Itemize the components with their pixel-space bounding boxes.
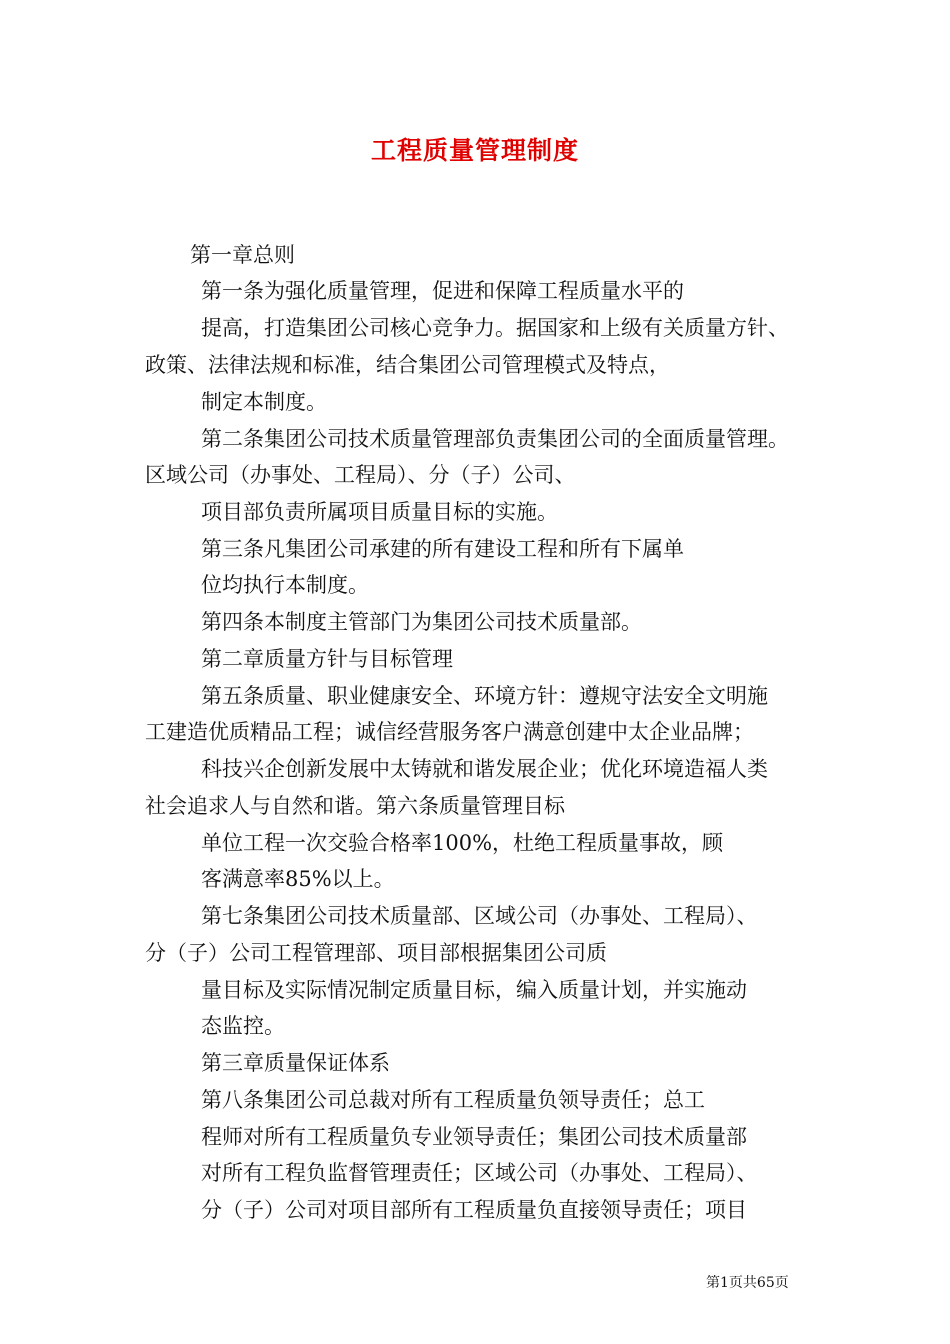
- paragraph-line: 制定本制度。: [201, 390, 327, 414]
- paragraph-line: 第七条集团公司技术质量部、区域公司（办事处、工程局）、: [201, 904, 758, 928]
- paragraph-line: 第一条为强化质量管理，促进和保障工程质量水平的: [201, 279, 684, 303]
- paragraph-line: 科技兴企创新发展中太铸就和谐发展企业；优化环境造福人类: [201, 757, 768, 781]
- paragraph-line: 态监控。: [201, 1014, 285, 1038]
- paragraph-line: 分（子）公司对项目部所有工程质量负直接领导责任；项目: [201, 1198, 747, 1222]
- paragraph-line: 工建造优质精品工程；诚信经营服务客户满意创建中太企业品牌；: [145, 720, 754, 744]
- paragraph-line: 区域公司（办事处、工程局）、分（子）公司、: [145, 463, 576, 487]
- paragraph-line: 第三条凡集团公司承建的所有建设工程和所有下属单: [201, 537, 684, 561]
- document-title: 工程质量管理制度: [370, 136, 579, 165]
- paragraph-line: 第八条集团公司总裁对所有工程质量负领导责任；总工: [201, 1088, 705, 1112]
- paragraph-line: 程师对所有工程质量负专业领导责任；集团公司技术质量部: [201, 1125, 747, 1149]
- paragraph-line: 政策、法律法规和标准，结合集团公司管理模式及特点，: [145, 353, 670, 377]
- page-number-footer: 第1页共65页: [706, 1275, 789, 1291]
- paragraph-line: 第四条本制度主管部门为集团公司技术质量部。: [201, 610, 642, 634]
- paragraph-line: 位均执行本制度。: [201, 573, 369, 597]
- paragraph-line: 客满意率85%以上。: [201, 867, 395, 891]
- paragraph-line: 对所有工程负监督管理责任；区域公司（办事处、工程局）、: [201, 1161, 758, 1185]
- paragraph-line: 分（子）公司工程管理部、项目部根据集团公司质: [145, 941, 607, 965]
- paragraph-line: 第二条集团公司技术质量管理部负责集团公司的全面质量管理。: [201, 427, 789, 451]
- paragraph-line: 提高，打造集团公司核心竞争力。据国家和上级有关质量方针、: [201, 316, 789, 340]
- paragraph-line: 第五条质量、职业健康安全、环境方针：遵规守法安全文明施: [201, 684, 768, 708]
- paragraph-line: 量目标及实际情况制定质量目标，编入质量计划，并实施动: [201, 978, 747, 1002]
- paragraph-line: 第一章总则: [190, 243, 295, 267]
- paragraph-line: 第三章质量保证体系: [201, 1051, 390, 1075]
- paragraph-line: 社会追求人与自然和谐。第六条质量管理目标: [145, 794, 565, 818]
- paragraph-line: 项目部负责所属项目质量目标的实施。: [201, 500, 558, 524]
- paragraph-line: 第二章质量方针与目标管理: [201, 647, 453, 671]
- paragraph-line: 单位工程一次交验合格率100%，杜绝工程质量事故，顾: [201, 831, 724, 855]
